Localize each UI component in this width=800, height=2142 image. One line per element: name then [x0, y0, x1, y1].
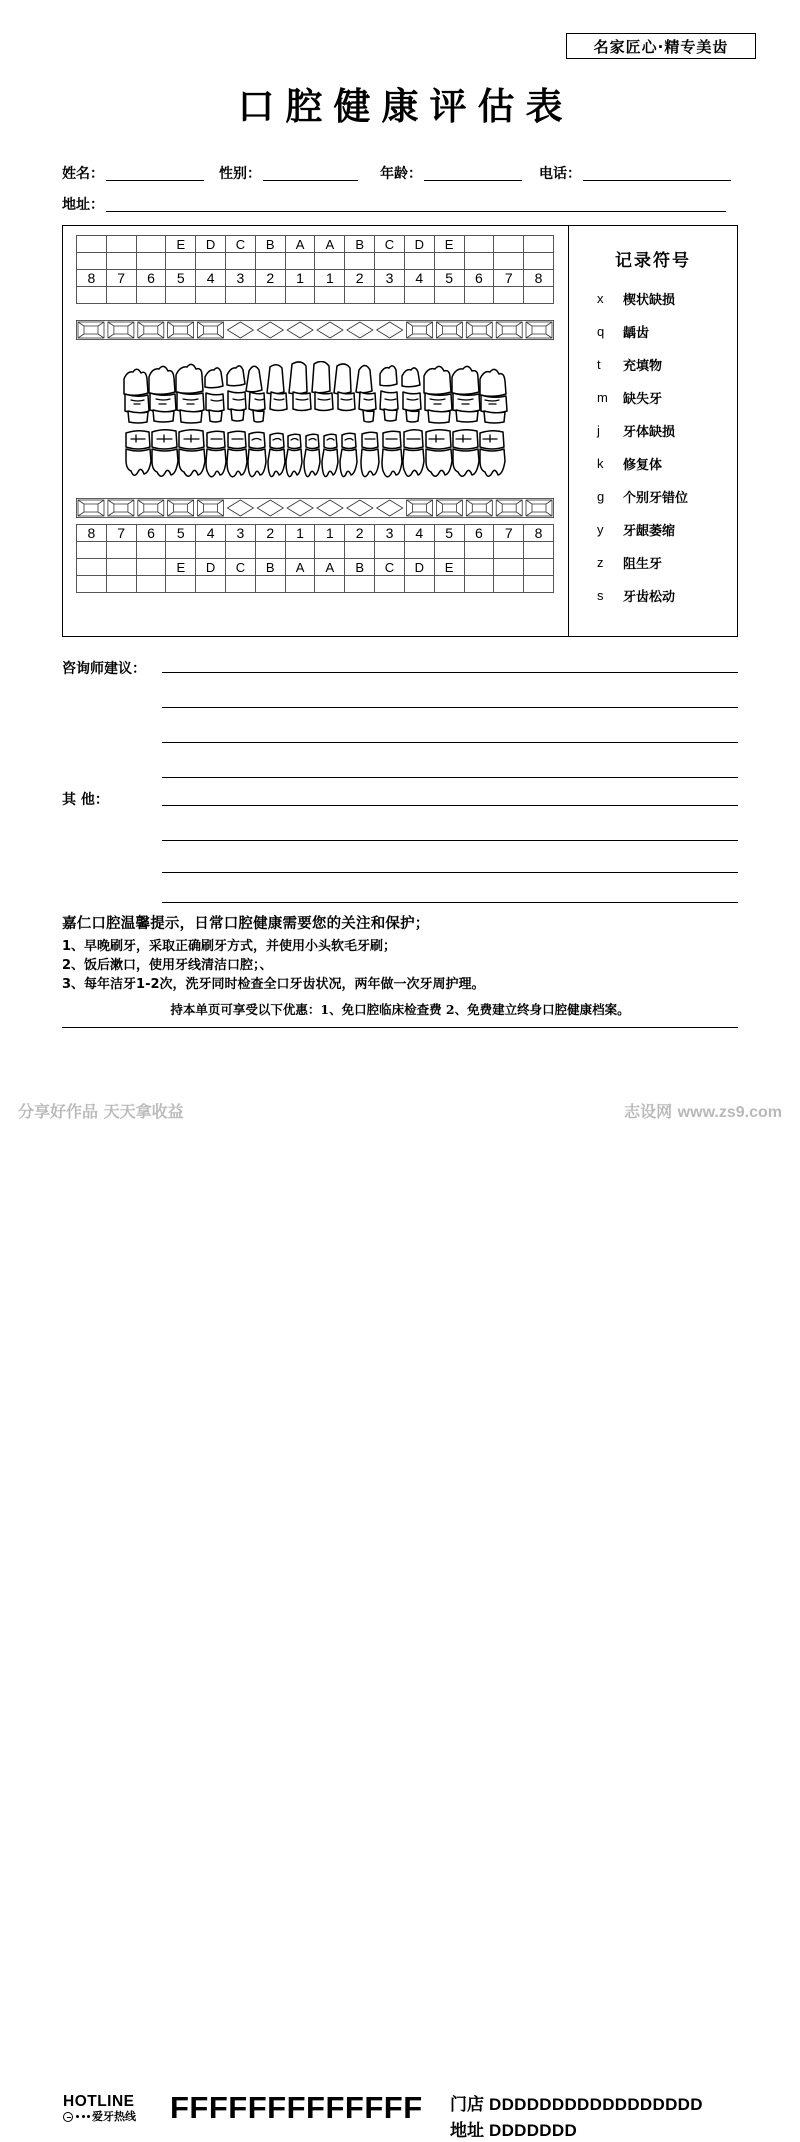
legend-item [597, 282, 688, 315]
grid-cell[interactable]: A [315, 236, 345, 253]
grid-cell[interactable]: 3 [375, 270, 405, 287]
lower-blank-row-2[interactable] [77, 576, 554, 593]
grid-cell[interactable]: C [226, 559, 256, 576]
legend-symbol: z [597, 555, 604, 570]
grid-cell[interactable] [136, 542, 166, 559]
grid-cell[interactable] [77, 559, 107, 576]
grid-cell[interactable]: 3 [226, 270, 256, 287]
legend-item [597, 447, 688, 480]
footer-separator [62, 1027, 738, 1028]
grid-cell[interactable] [464, 542, 494, 559]
upper-numbers-row[interactable] [77, 270, 554, 287]
legend-description: 牙龈萎缩 [623, 524, 676, 539]
grid-cell[interactable]: E [166, 559, 196, 576]
lower-letters-row[interactable] [77, 559, 554, 576]
legend-title: 记录符号 [615, 251, 691, 271]
grid-cell[interactable]: D [404, 236, 434, 253]
grid-cell[interactable]: 4 [404, 270, 434, 287]
hotline-label-cn-row [63, 2110, 168, 2123]
grid-cell[interactable] [136, 253, 166, 270]
legend-list [597, 282, 688, 612]
grid-cell[interactable]: 4 [196, 525, 226, 542]
age-field[interactable] [380, 167, 522, 181]
grid-cell[interactable] [285, 287, 315, 304]
grid-cell[interactable] [166, 542, 196, 559]
grid-cell[interactable] [315, 542, 345, 559]
grid-cell[interactable] [375, 287, 405, 304]
grid-cell[interactable]: 6 [464, 525, 494, 542]
grid-cell[interactable] [136, 236, 166, 253]
tips-item: 3、每年洁牙1-2次，洗牙同时检查全口牙齿状况，两年做一次牙周护理。 [62, 977, 485, 992]
grid-cell[interactable] [345, 542, 375, 559]
upper-occlusal-strip [76, 320, 554, 340]
legend-description: 修复体 [623, 458, 663, 473]
grid-cell[interactable] [434, 542, 464, 559]
consultant-advice-line-1[interactable] [162, 672, 738, 673]
legend-symbol: s [597, 588, 604, 603]
grid-cell[interactable] [285, 576, 315, 593]
gender-field[interactable] [219, 167, 358, 181]
address-label: 地址： [62, 197, 104, 213]
grid-cell[interactable]: B [345, 236, 375, 253]
other-line-3[interactable] [162, 872, 738, 873]
grid-cell[interactable] [464, 576, 494, 593]
grid-cell[interactable] [345, 576, 375, 593]
grid-cell[interactable] [255, 576, 285, 593]
phone-label: 电话： [539, 166, 581, 182]
grid-cell[interactable] [196, 576, 226, 593]
grid-cell[interactable] [106, 287, 136, 304]
hotline-label-cn: 爱牙热线 [92, 2110, 136, 2123]
legend-description: 楔状缺损 [623, 293, 676, 308]
grid-cell[interactable]: 2 [255, 270, 285, 287]
legend-symbol: m [597, 390, 608, 405]
consultant-advice-label: 咨询师建议： [62, 661, 146, 677]
grid-cell[interactable] [196, 542, 226, 559]
watermark-site-url: www.zs9.com [677, 1104, 782, 1121]
hotline-logo [63, 2094, 168, 2123]
grid-cell[interactable]: 7 [494, 270, 524, 287]
grid-cell[interactable] [524, 559, 554, 576]
lower-tooth-grid[interactable] [76, 524, 554, 593]
grid-cell[interactable] [255, 253, 285, 270]
grid-cell[interactable] [464, 236, 494, 253]
watermark-left: 分享好作品 天天拿收益 [18, 1102, 184, 1121]
other-line-1[interactable] [162, 805, 738, 806]
store-address-label: 地址 [450, 2121, 484, 2141]
grid-cell[interactable] [524, 253, 554, 270]
grid-cell[interactable] [524, 287, 554, 304]
grid-cell[interactable] [77, 287, 107, 304]
grid-cell[interactable] [434, 287, 464, 304]
name-input-rule[interactable] [106, 168, 204, 181]
dental-arch-illustration [116, 361, 516, 483]
grid-cell[interactable] [464, 287, 494, 304]
grid-cell[interactable] [106, 576, 136, 593]
grid-cell[interactable] [196, 287, 226, 304]
grid-cell[interactable] [166, 287, 196, 304]
grid-cell[interactable] [226, 542, 256, 559]
age-input-rule[interactable] [424, 168, 522, 181]
grid-cell[interactable]: 2 [345, 525, 375, 542]
grid-cell[interactable] [285, 542, 315, 559]
legend-panel [569, 226, 737, 636]
name-field[interactable] [62, 167, 204, 181]
consultant-advice-line-3[interactable] [162, 742, 738, 743]
store-value: DDDDDDDDDDDDDDDDD [489, 2095, 703, 2114]
lower-numbers-row[interactable] [77, 525, 554, 542]
grid-cell[interactable]: 1 [285, 270, 315, 287]
phone-input-rule[interactable] [583, 168, 731, 181]
grid-cell[interactable] [494, 542, 524, 559]
grid-cell[interactable]: 8 [77, 270, 107, 287]
store-address-value: DDDDDDD [489, 2121, 578, 2140]
grid-cell[interactable]: 5 [434, 525, 464, 542]
grid-cell[interactable]: 2 [345, 270, 375, 287]
legend-symbol: g [597, 489, 605, 504]
grid-cell[interactable] [315, 576, 345, 593]
grid-cell[interactable] [494, 236, 524, 253]
tips-item: 2、饭后漱口，使用牙线清洁口腔；、 [62, 958, 273, 973]
grid-cell[interactable]: B [345, 559, 375, 576]
gender-label: 性别： [219, 166, 261, 182]
legend-description: 牙体缺损 [623, 425, 676, 440]
grid-cell[interactable] [494, 576, 524, 593]
grid-cell[interactable]: B [255, 559, 285, 576]
grid-cell[interactable] [404, 576, 434, 593]
legend-description: 阻生牙 [623, 557, 663, 572]
grid-cell[interactable]: 4 [196, 270, 226, 287]
grid-cell[interactable] [404, 287, 434, 304]
grid-cell[interactable]: 7 [106, 525, 136, 542]
store-info-block [450, 2090, 703, 2142]
legend-description: 个别牙错位 [623, 491, 689, 506]
legend-item [597, 348, 688, 381]
grid-cell[interactable]: E [434, 236, 464, 253]
grid-cell[interactable]: 6 [136, 525, 166, 542]
grid-cell[interactable]: 8 [524, 525, 554, 542]
consultant-advice-line-4[interactable] [162, 777, 738, 778]
grid-cell[interactable] [464, 559, 494, 576]
lower-blank-row[interactable] [77, 542, 554, 559]
grid-cell[interactable]: 8 [77, 525, 107, 542]
grid-cell[interactable] [106, 542, 136, 559]
grid-cell[interactable] [524, 236, 554, 253]
upper-blank-row-2[interactable] [77, 287, 554, 304]
address-row [450, 2116, 703, 2141]
legend-symbol: x [597, 291, 604, 306]
grid-cell[interactable] [345, 253, 375, 270]
grid-cell[interactable]: 7 [494, 525, 524, 542]
legend-description: 缺失牙 [623, 392, 663, 407]
grid-cell[interactable] [315, 287, 345, 304]
grid-cell[interactable] [106, 236, 136, 253]
grid-cell[interactable] [136, 576, 166, 593]
grid-cell[interactable] [494, 253, 524, 270]
grid-cell[interactable]: E [434, 559, 464, 576]
grid-cell[interactable] [226, 576, 256, 593]
grid-cell[interactable]: D [196, 236, 226, 253]
grid-cell[interactable]: 4 [404, 525, 434, 542]
grid-cell[interactable] [434, 576, 464, 593]
legend-symbol: k [597, 456, 604, 471]
grid-cell[interactable] [375, 542, 405, 559]
grid-cell[interactable]: 3 [375, 525, 405, 542]
tips-heading: 嘉仁口腔温馨提示，日常口腔健康需要您的关注和保护； [62, 916, 430, 932]
grid-cell[interactable] [77, 236, 107, 253]
other-line-4[interactable] [162, 902, 738, 903]
lower-occlusal-strip [76, 498, 554, 518]
legend-item [597, 480, 688, 513]
grid-cell[interactable] [106, 559, 136, 576]
grid-cell[interactable] [285, 253, 315, 270]
hotline-label-en: HOTLINE [63, 2093, 135, 2110]
grid-cell[interactable] [404, 253, 434, 270]
grid-cell[interactable] [404, 542, 434, 559]
grid-cell[interactable] [77, 576, 107, 593]
hotline-number: FFFFFFFFFFFFF [170, 2090, 423, 2125]
legend-item [597, 546, 688, 579]
watermark-right [624, 1099, 782, 1122]
brand-tag: 名家匠心·精专美齿 [566, 33, 756, 59]
grid-cell[interactable]: D [404, 559, 434, 576]
phone-field[interactable] [539, 167, 731, 181]
grid-cell[interactable] [375, 576, 405, 593]
grid-cell[interactable]: 3 [226, 525, 256, 542]
legend-item [597, 315, 688, 348]
other-label: 其 他： [62, 792, 109, 808]
grid-cell[interactable] [494, 287, 524, 304]
grid-cell[interactable]: C [375, 559, 405, 576]
grid-cell[interactable] [226, 253, 256, 270]
store-label: 门店 [450, 2095, 484, 2115]
legend-item [597, 381, 688, 414]
legend-item [597, 579, 688, 612]
grid-cell[interactable]: D [196, 559, 226, 576]
legend-symbol: y [597, 522, 604, 537]
age-label: 年龄： [380, 166, 422, 182]
grid-cell[interactable] [166, 576, 196, 593]
upper-letters-row[interactable] [77, 236, 554, 253]
address-input-rule[interactable] [106, 199, 726, 212]
upper-blank-row[interactable] [77, 253, 554, 270]
grid-cell[interactable] [464, 253, 494, 270]
watermark-site-name: 志设网 [624, 1102, 678, 1121]
store-row [450, 2090, 703, 2115]
upper-tooth-grid[interactable] [76, 235, 554, 304]
legend-item [597, 414, 688, 447]
legend-description: 龋齿 [623, 326, 650, 341]
gender-input-rule[interactable] [263, 168, 358, 181]
dental-chart-grid-area [63, 226, 568, 636]
grid-cell[interactable]: 7 [106, 270, 136, 287]
consultant-advice-line-2[interactable] [162, 707, 738, 708]
promo-text: 持本单页可享受以下优惠：1、免口腔临床检查费 2、免费建立终身口腔健康档案。 [170, 1002, 630, 1017]
grid-cell[interactable] [255, 542, 285, 559]
grid-cell[interactable]: 6 [136, 270, 166, 287]
grid-cell[interactable] [226, 287, 256, 304]
grid-cell[interactable]: 1 [285, 525, 315, 542]
legend-item [597, 513, 688, 546]
tips-item: 1、早晚刷牙，采取正确刷牙方式，并使用小头软毛牙刷； [62, 939, 397, 954]
grid-cell[interactable] [434, 253, 464, 270]
legend-symbol: t [597, 357, 601, 372]
address-field[interactable] [62, 198, 726, 212]
grid-cell[interactable]: 1 [315, 525, 345, 542]
grid-cell[interactable] [77, 253, 107, 270]
grid-cell[interactable]: 5 [166, 525, 196, 542]
grid-cell[interactable]: 6 [464, 270, 494, 287]
grid-cell[interactable]: 5 [434, 270, 464, 287]
grid-cell[interactable] [524, 576, 554, 593]
grid-cell[interactable] [166, 253, 196, 270]
grid-cell[interactable] [136, 559, 166, 576]
grid-cell[interactable] [375, 253, 405, 270]
legend-description: 充填物 [623, 359, 663, 374]
grid-cell[interactable]: C [226, 236, 256, 253]
grid-cell[interactable]: 1 [315, 270, 345, 287]
grid-cell[interactable] [494, 559, 524, 576]
grid-cell[interactable]: B [255, 236, 285, 253]
grid-cell[interactable]: E [166, 236, 196, 253]
grid-cell[interactable] [77, 542, 107, 559]
legend-symbol: j [597, 423, 600, 438]
grid-cell[interactable]: A [285, 559, 315, 576]
grid-cell[interactable]: 2 [255, 525, 285, 542]
legend-symbol: q [597, 324, 605, 339]
tips-section [62, 912, 742, 994]
grid-cell[interactable]: A [285, 236, 315, 253]
grid-cell[interactable] [106, 253, 136, 270]
other-line-2[interactable] [162, 840, 738, 841]
grid-cell[interactable]: 5 [166, 270, 196, 287]
grid-cell[interactable] [315, 253, 345, 270]
dental-chart-box [62, 225, 738, 637]
grid-cell[interactable] [196, 253, 226, 270]
phone-icon [63, 2112, 73, 2122]
name-label: 姓名： [62, 166, 104, 182]
grid-cell[interactable] [345, 287, 375, 304]
grid-cell[interactable]: C [375, 236, 405, 253]
grid-cell[interactable] [255, 287, 285, 304]
legend-description: 牙齿松动 [623, 590, 676, 605]
dots-decoration [76, 2115, 90, 2118]
grid-cell[interactable]: 8 [524, 270, 554, 287]
grid-cell[interactable]: A [315, 559, 345, 576]
grid-cell[interactable] [136, 287, 166, 304]
grid-cell[interactable] [524, 542, 554, 559]
page-title: 口腔健康评估表 [237, 85, 574, 128]
